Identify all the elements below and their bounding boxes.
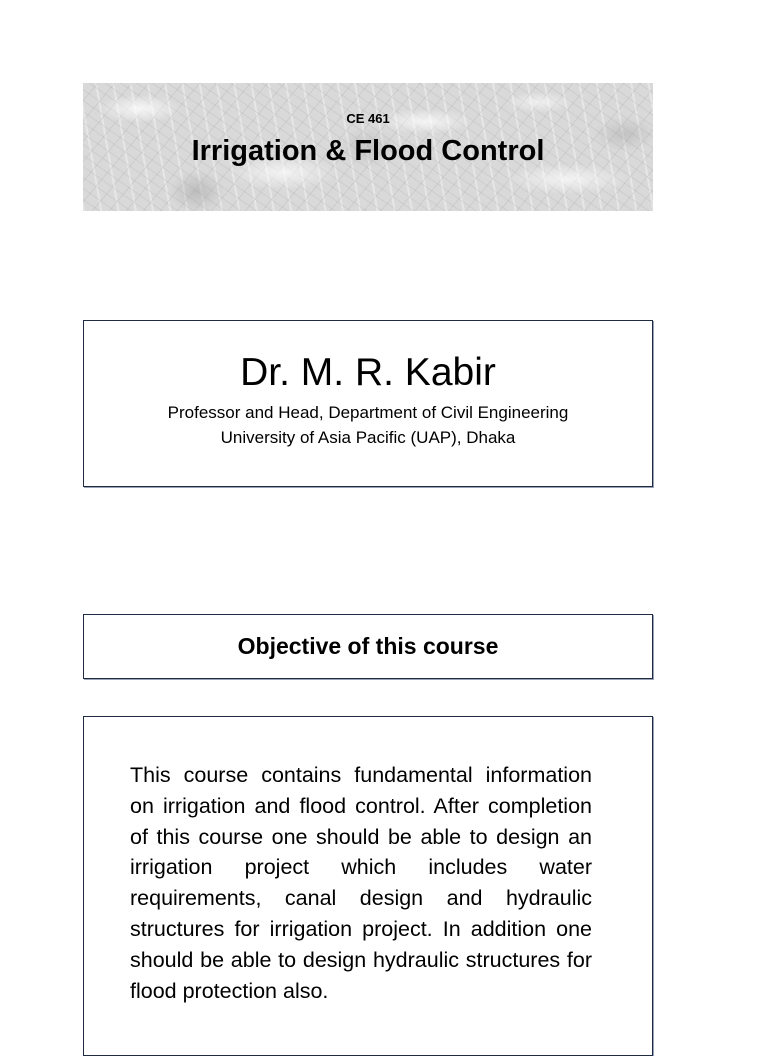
course-title: Irrigation & Flood Control — [191, 135, 545, 167]
course-description-slide — [83, 716, 653, 1056]
author-institution: University of Asia Pacific (UAP), Dhaka — [220, 428, 516, 447]
course-code: CE 461 — [346, 111, 390, 126]
author-position: Professor and Head, Department of Civil Engineering — [167, 403, 569, 422]
author-slide — [83, 320, 653, 487]
objective-heading: Objective of this course — [237, 633, 499, 659]
author-name: Dr. M. R. Kabir — [240, 351, 496, 394]
title-slide — [83, 83, 653, 211]
objective-slide — [83, 614, 653, 679]
course-description-text: This course contains fundamental information on irrigation and flood control. After completion of this course one should be able to design an irrigation project which includes water requirements, canal design and hydraulic structures for irrigation project. In addition one should be able to design hydraulic structures for flood protection also. — [130, 763, 592, 1003]
